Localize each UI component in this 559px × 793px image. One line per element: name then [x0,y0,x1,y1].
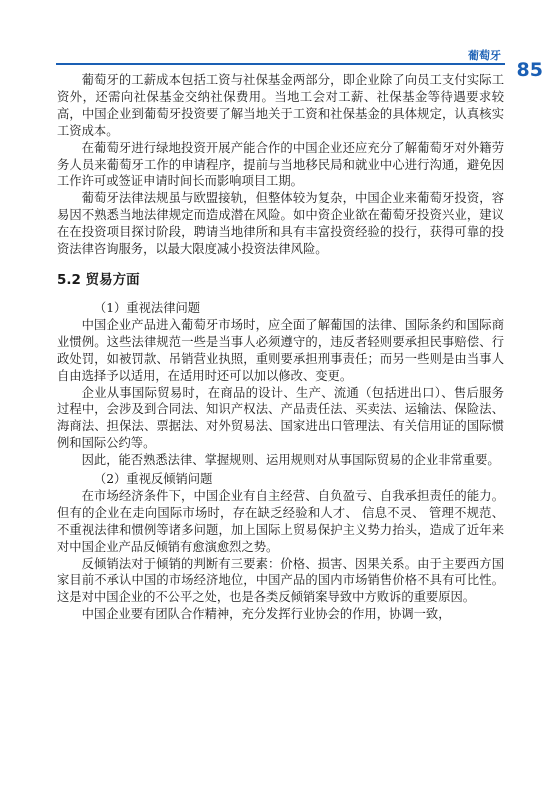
paragraph: 中国企业产品进入葡萄牙市场时，应全面了解葡国的法律、国际条约和国际商业惯例。这些法律规范一些是当事人必须遵守的，违反者轻则要承担民事赔偿、行政处罚，如被罚款、吊销营业执照，重则要承担刑事责任；而另一些则是由当事人自由选择予以适用，在适用时还可以加以修改、变更。 [57,317,504,383]
paragraph: 在市场经济条件下，中国企业有自主经营、自负盈亏、自我承担责任的能力。但有的企业在走向国际市场时，存在缺乏经验和人才、 信息不灵、 管理不规范、不重视法律和惯例等诸多问题，加上国际上贸易保护主义势力抬头，造成了近年来对中国企业产品反倾销有愈演愈烈之势。 [57,488,504,554]
running-header-title: 葡萄牙 [468,49,501,62]
page-body [57,72,504,623]
paragraph: 企业从事国际贸易时，在商品的设计、生产、流通（包括进出口）、售后服务过程中，会涉及到合同法、知识产权法、产品责任法、买卖法、运输法、保险法、海商法、担保法、票据法、对外贸易法、国家进出口管理法、有关信用证的国际惯例和国际公约等。 [57,385,504,451]
header-rule [56,63,505,65]
paragraph: 葡萄牙的工薪成本包括工资与社保基金两部分，即企业除了向员工支付实际工资外，还需向社保基金交纳社保费用。当地工会对工薪、社保基金等待遇要求较高，中国企业到葡萄牙投资要了解当地关于工资和社保基金的具体规定，认真核实工资成本。 [57,73,504,138]
paragraph: 在葡萄牙进行绿地投资开展产能合作的中国企业还应充分了解葡萄牙对外籍劳务人员来葡萄牙工作的申请程序，提前与当地移民局和就业中心进行沟通，避免因工作许可或签证申请时间长而影响项目工期。 [57,140,504,189]
subheading: （1）重视法律问题 [93,300,201,315]
section-heading: 5.2 贸易方面 [57,271,140,288]
paragraph: 葡萄牙法律法规虽与欧盟接轨，但整体较为复杂，中国企业来葡萄牙投资，容易因不熟悉当地法律规定而造成潜在风险。如中资企业欲在葡萄牙投资兴业，建议在在投资项目探讨阶段，聘请当地律所和具有丰富投资经验的投行，获得可靠的投资法律咨询服务，以最大限度减小投资法律风险。 [57,191,504,257]
page-number: 85 [516,59,543,81]
paragraph: 反倾销法对于倾销的判断有三要素：价格、损害、因果关系。由于主要西方国家目前不承认中国的市场经济地位，中国产品的国内市场销售价格不具有可比性。这是对中国企业的不公平之处，也是各类反倾销案导致中方败诉的重要原因。 [57,556,504,605]
paragraph: 因此，能否熟悉法律、掌握规则、运用规则对从事国际贸易的企业非常重要。 [81,453,500,468]
subheading: （2）重视反倾销问题 [93,472,213,487]
paragraph: 中国企业要有团队合作精神，充分发挥行业协会的作用，协调一致， [81,607,451,622]
